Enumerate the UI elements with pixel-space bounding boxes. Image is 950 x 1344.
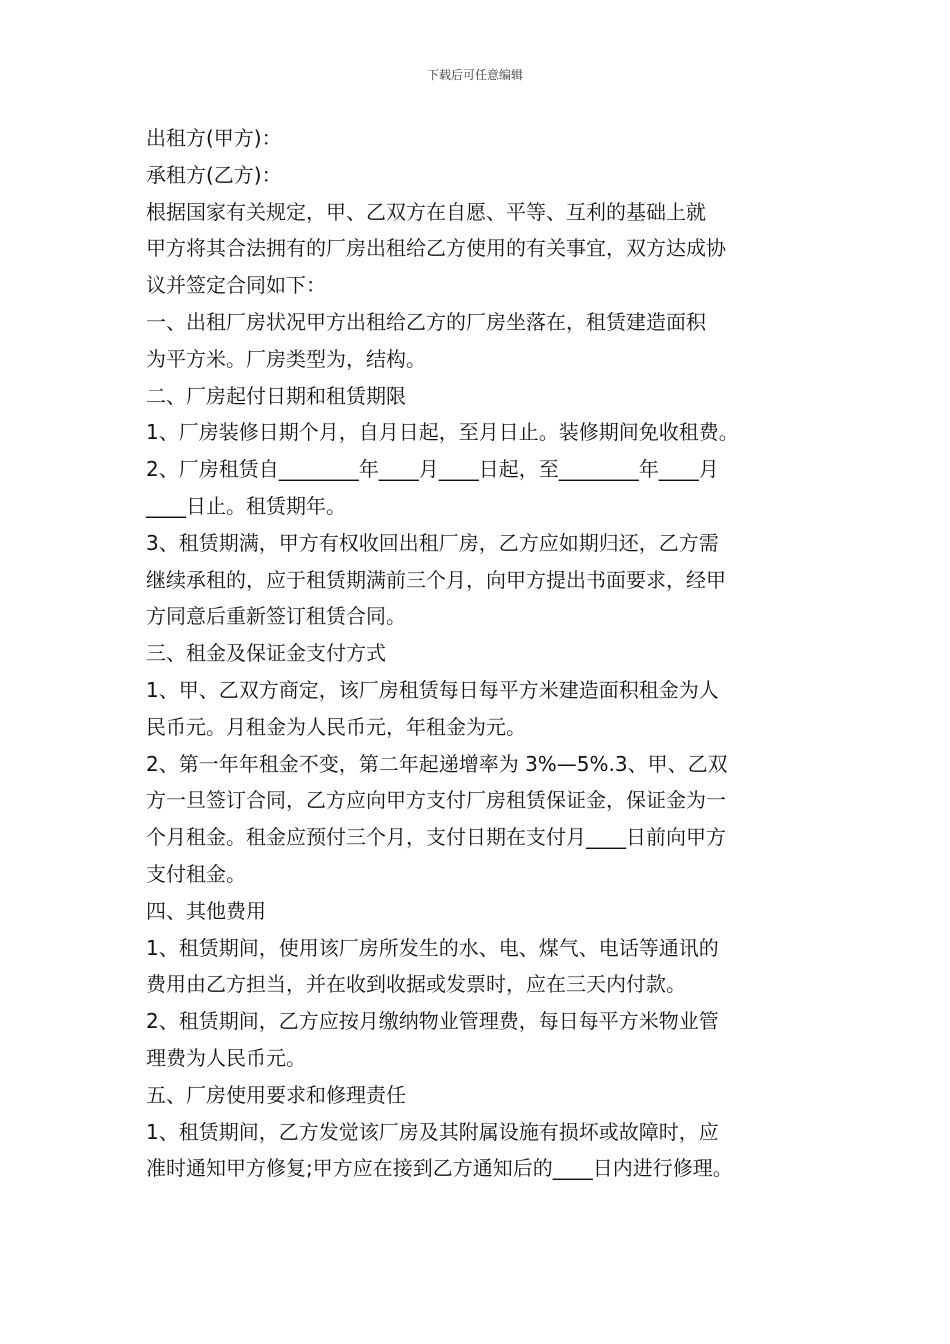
text-line: 五、厂房使用要求和修理责任: [146, 1082, 406, 1107]
text-line: 个月租金。租金应预付三个月，支付日期在支付月____日前向甲方: [146, 825, 726, 850]
text-line: 甲方将其合法拥有的厂房出租给乙方使用的有关事宜，双方达成协: [146, 236, 726, 261]
text-line: 三、租金及保证金支付方式: [146, 641, 386, 666]
text-line: 费用由乙方担当，并在收到收据或发票时，应在三天内付款。: [146, 972, 686, 997]
text-line: 2、第一年年租金不变，第二年起递增率为 3%—5%.3、甲、乙双: [146, 751, 728, 776]
text-line: 方同意后重新签订租赁合同。: [146, 604, 406, 629]
text-line: 2、租赁期间，乙方应按月缴纳物业管理费，每日每平方米物业管: [146, 1009, 719, 1034]
text-line: 1、甲、乙双方商定，该厂房租赁每日每平方米建造面积租金为人: [146, 677, 719, 702]
text-line: 1、租赁期间，乙方发觉该厂房及其附属设施有损坏或故障时，应: [146, 1119, 719, 1144]
text-line: 2、厂房租赁自________年____月____日起，至________年____月: [146, 457, 719, 482]
text-line: 3、租赁期满，甲方有权收回出租厂房，乙方应如期归还，乙方需: [146, 530, 719, 555]
document-body: [146, 120, 816, 1187]
text-line: 1、厂房装修日期个月，自月日起，至月日止。装修期间免收租费。: [146, 420, 739, 445]
text-line: 继续承租的，应于租赁期满前三个月，向甲方提出书面要求，经甲: [146, 567, 726, 592]
text-line: 一、出租厂房状况甲方出租给乙方的厂房坐落在，租赁建造面积: [146, 309, 706, 334]
text-line: 为平方米。厂房类型为，结构。: [146, 346, 426, 371]
text-line: 1、租赁期间，使用该厂房所发生的水、电、煤气、电话等通讯的: [146, 935, 719, 960]
text-line: 准时通知甲方修复;甲方应在接到乙方通知后的____日内进行修理。: [146, 1156, 733, 1181]
page-header: 下载后可任意编辑: [426, 68, 523, 82]
text-line: 支付租金。: [146, 861, 246, 886]
text-line: 出租方(甲方)：: [146, 126, 282, 150]
text-line: 民币元。月租金为人民币元，年租金为元。: [146, 714, 526, 739]
text-line: 议并签定合同如下：: [146, 273, 326, 298]
text-line: 方一旦签订合同，乙方应向甲方支付厂房租赁保证金，保证金为一: [146, 788, 726, 813]
text-line: ____日止。租赁期年。: [146, 493, 346, 518]
text-line: 二、厂房起付日期和租赁期限: [146, 383, 406, 408]
text-line: 理费为人民币元。: [146, 1045, 306, 1070]
text-line: 承租方(乙方)：: [146, 162, 282, 187]
text-line: 四、其他费用: [146, 898, 266, 923]
text-line: 根据国家有关规定，甲、乙双方在自愿、平等、互利的基础上就: [146, 199, 706, 224]
